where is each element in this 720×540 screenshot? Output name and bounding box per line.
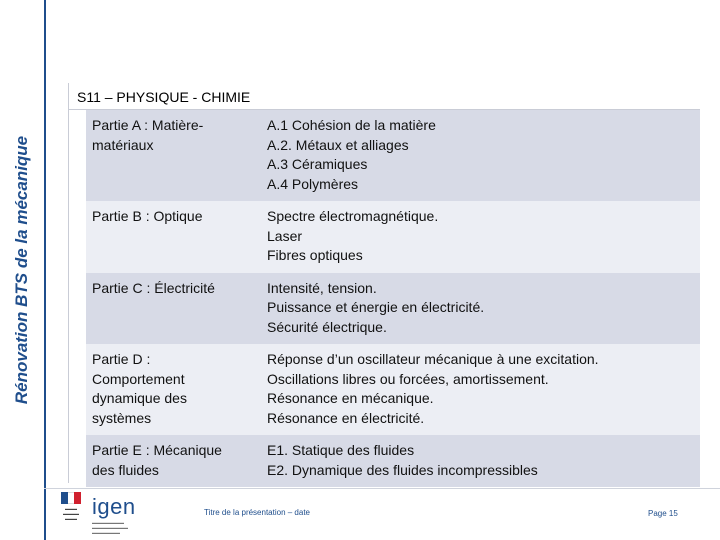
igen-logo-text: igen — [92, 494, 136, 519]
sidebar — [0, 0, 44, 540]
topic-part: Partie A : Matière- matériaux — [92, 117, 204, 153]
topic-row — [86, 435, 700, 487]
footer-rule — [44, 488, 720, 489]
topic-part: Partie E : Mécanique des fluides — [92, 442, 222, 478]
topic-row — [86, 110, 700, 201]
frame-left-rule — [68, 83, 69, 483]
marianne-logo-text: ▬▬▬ ▬▬▬▬ ▬▬▬ — [63, 506, 79, 521]
flag-icon — [61, 492, 81, 504]
topic-content: Spectre électromagnétique. Laser Fibres optiques — [267, 208, 439, 263]
igen-logo-subtitle: ▬▬▬▬▬▬▬▬ ▬▬▬▬▬▬▬▬▬ ▬▬▬▬▬▬▬ — [92, 520, 128, 535]
topic-row — [86, 201, 700, 273]
page-number: Page 15 — [648, 509, 678, 518]
topic-part: Partie C : Électricité — [92, 279, 215, 296]
igen-logo — [92, 496, 136, 535]
topic-row — [86, 344, 700, 435]
sidebar-divider — [44, 0, 46, 540]
topics-table — [86, 110, 700, 487]
topic-content: Réponse d’un oscillateur mécanique à une excitation. Oscillations libres ou forcées, amortissement. Résonance en mécanique. Résonance en électricité. — [267, 351, 599, 426]
topic-row — [86, 273, 700, 345]
sidebar-title: Rénovation BTS de la mécanique — [12, 135, 31, 405]
marianne-logo — [56, 492, 86, 532]
topic-part: Partie D : Comportement dynamique des systèmes — [92, 351, 187, 426]
topic-part: Partie B : Optique — [92, 208, 203, 224]
topic-content: Intensité, tension. Puissance et énergie en électricité. Sécurité électrique. — [267, 279, 485, 335]
topic-content: E1. Statique des fluides E2. Dynamique des fluides incompressibles — [267, 442, 538, 478]
slide-title: S11 – PHYSIQUE - CHIMIE — [77, 89, 251, 105]
presentation-title: Titre de la présentation – date — [204, 508, 310, 517]
topic-content: A.1 Cohésion de la matière A.2. Métaux et alliages A.3 Céramiques A.4 Polymères — [267, 117, 436, 192]
slide-content — [68, 83, 700, 483]
